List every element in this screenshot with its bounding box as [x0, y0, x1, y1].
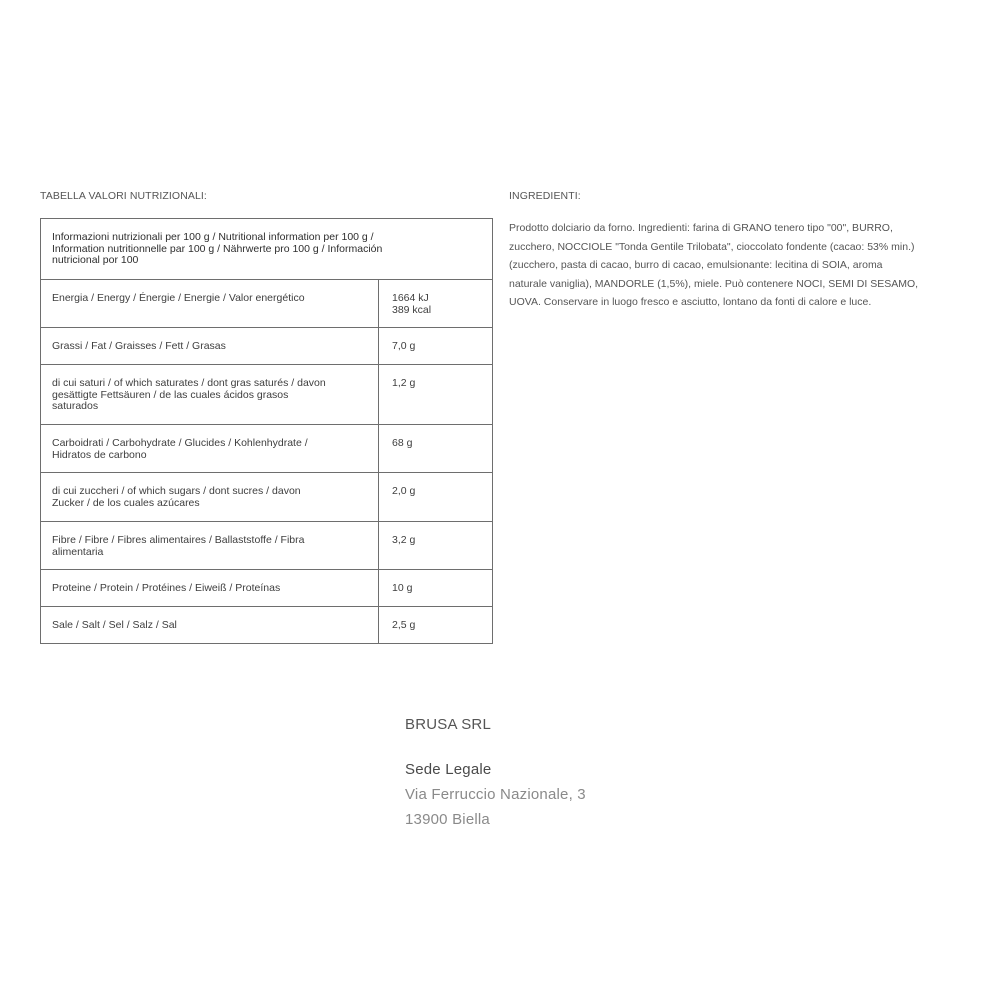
- nutrient-label: [41, 328, 379, 365]
- table-header-row: [41, 219, 493, 280]
- nutrient-label: [41, 607, 379, 644]
- label-line: Proteine / Protein / Protéines / Eiweiß / Proteínas: [52, 582, 281, 594]
- nutrient-value: [379, 570, 493, 607]
- ingredients-heading: INGREDIENTI:: [509, 190, 581, 202]
- ingredients-line: (zucchero, pasta di cacao, burro di cacao, emulsionante: lecitina di SOIA, aroma: [509, 259, 883, 271]
- table-row-salt: [41, 607, 493, 644]
- nutrient-value: [379, 280, 493, 328]
- company-address: Via Ferruccio Nazionale, 3: [405, 786, 586, 803]
- nutrient-label: [41, 280, 379, 328]
- table-row-carbohydrate: [41, 425, 493, 473]
- nutrient-value: [379, 607, 493, 644]
- value-line: 2,0 g: [392, 485, 416, 497]
- label-line: gesättigte Fettsäuren / de las cuales ácidos grasos: [52, 388, 289, 401]
- ingredients-line: UOVA. Conservare in luogo fresco e asciutto, lontano da fonti di calore e luce.: [509, 296, 872, 308]
- label-line: Zucker / de los cuales azúcares: [52, 496, 200, 509]
- label-line: Fibre / Fibre / Fibres alimentaires / Ballaststoffe / Fibra: [52, 534, 305, 546]
- nutrient-value: [379, 522, 493, 570]
- header-line: nutricional por 100: [52, 254, 139, 266]
- ingredients-line: Prodotto dolciario da forno. Ingredienti: farina di GRANO tenero tipo "00", BURRO,: [509, 222, 893, 234]
- nutrient-value: [379, 473, 493, 522]
- label-line: saturados: [52, 400, 99, 412]
- label-line: di cui saturi / of which saturates / dont gras saturés / davon: [52, 377, 326, 389]
- nutrient-label: [41, 522, 379, 570]
- nutrition-heading: TABELLA VALORI NUTRIZIONALI:: [40, 190, 207, 202]
- nutrient-value: [379, 365, 493, 425]
- label-line: Grassi / Fat / Graisses / Fett / Grasas: [52, 340, 226, 352]
- label-line: Sale / Salt / Sel / Salz / Sal: [52, 619, 177, 631]
- table-row-fat: [41, 328, 493, 365]
- table-row-energy: [41, 280, 493, 328]
- table-row-sugars: [41, 473, 493, 522]
- label-line: di cui zuccheri / of which sugars / dont sucres / davon: [52, 485, 301, 497]
- company-name: BRUSA SRL: [405, 716, 491, 733]
- value-line: 1,2 g: [392, 377, 416, 389]
- nutrient-label: [41, 425, 379, 473]
- ingredients-line: zucchero, NOCCIOLE "Tonda Gentile Trilobata", cioccolato fondente (cacao: 53% min.): [509, 240, 915, 253]
- table-row-saturates: [41, 365, 493, 425]
- value-line: 10 g: [392, 582, 413, 594]
- value-line: 2,5 g: [392, 619, 416, 631]
- ingredients-text: [509, 219, 964, 312]
- legal-office-label: Sede Legale: [405, 761, 492, 778]
- nutrient-value: [379, 425, 493, 473]
- value-line: 3,2 g: [392, 534, 416, 546]
- table-header-cell: [41, 219, 493, 280]
- label-line: Hidratos de carbono: [52, 448, 147, 461]
- header-line: Information nutritionnelle par 100 g / Nährwerte pro 100 g / Información: [52, 242, 383, 255]
- label-line: alimentaria: [52, 545, 104, 558]
- nutrient-value: [379, 328, 493, 365]
- label-line: Energia / Energy / Énergie / Energie / Valor energético: [52, 292, 305, 304]
- company-city: 13900 Biella: [405, 811, 490, 828]
- company-info: [405, 712, 586, 832]
- value-line: 7,0 g: [392, 340, 416, 352]
- nutrient-label: [41, 473, 379, 522]
- nutrient-label: [41, 570, 379, 607]
- spacer: [405, 737, 586, 757]
- header-line: Informazioni nutrizionali per 100 g / Nutritional information per 100 g /: [52, 231, 374, 243]
- value-line: 1664 kJ: [392, 292, 429, 304]
- ingredients-line: naturale vaniglia), MANDORLE (1,5%), miele. Può contenere NOCI, SEMI DI SESAMO,: [509, 277, 919, 290]
- value-line: 389 kcal: [392, 303, 432, 316]
- value-line: 68 g: [392, 437, 413, 449]
- label-line: Carboidrati / Carbohydrate / Glucides / Kohlenhydrate /: [52, 437, 308, 449]
- table-row-fibre: [41, 522, 493, 570]
- table-row-protein: [41, 570, 493, 607]
- nutrient-label: [41, 365, 379, 425]
- nutrition-table: [40, 218, 493, 644]
